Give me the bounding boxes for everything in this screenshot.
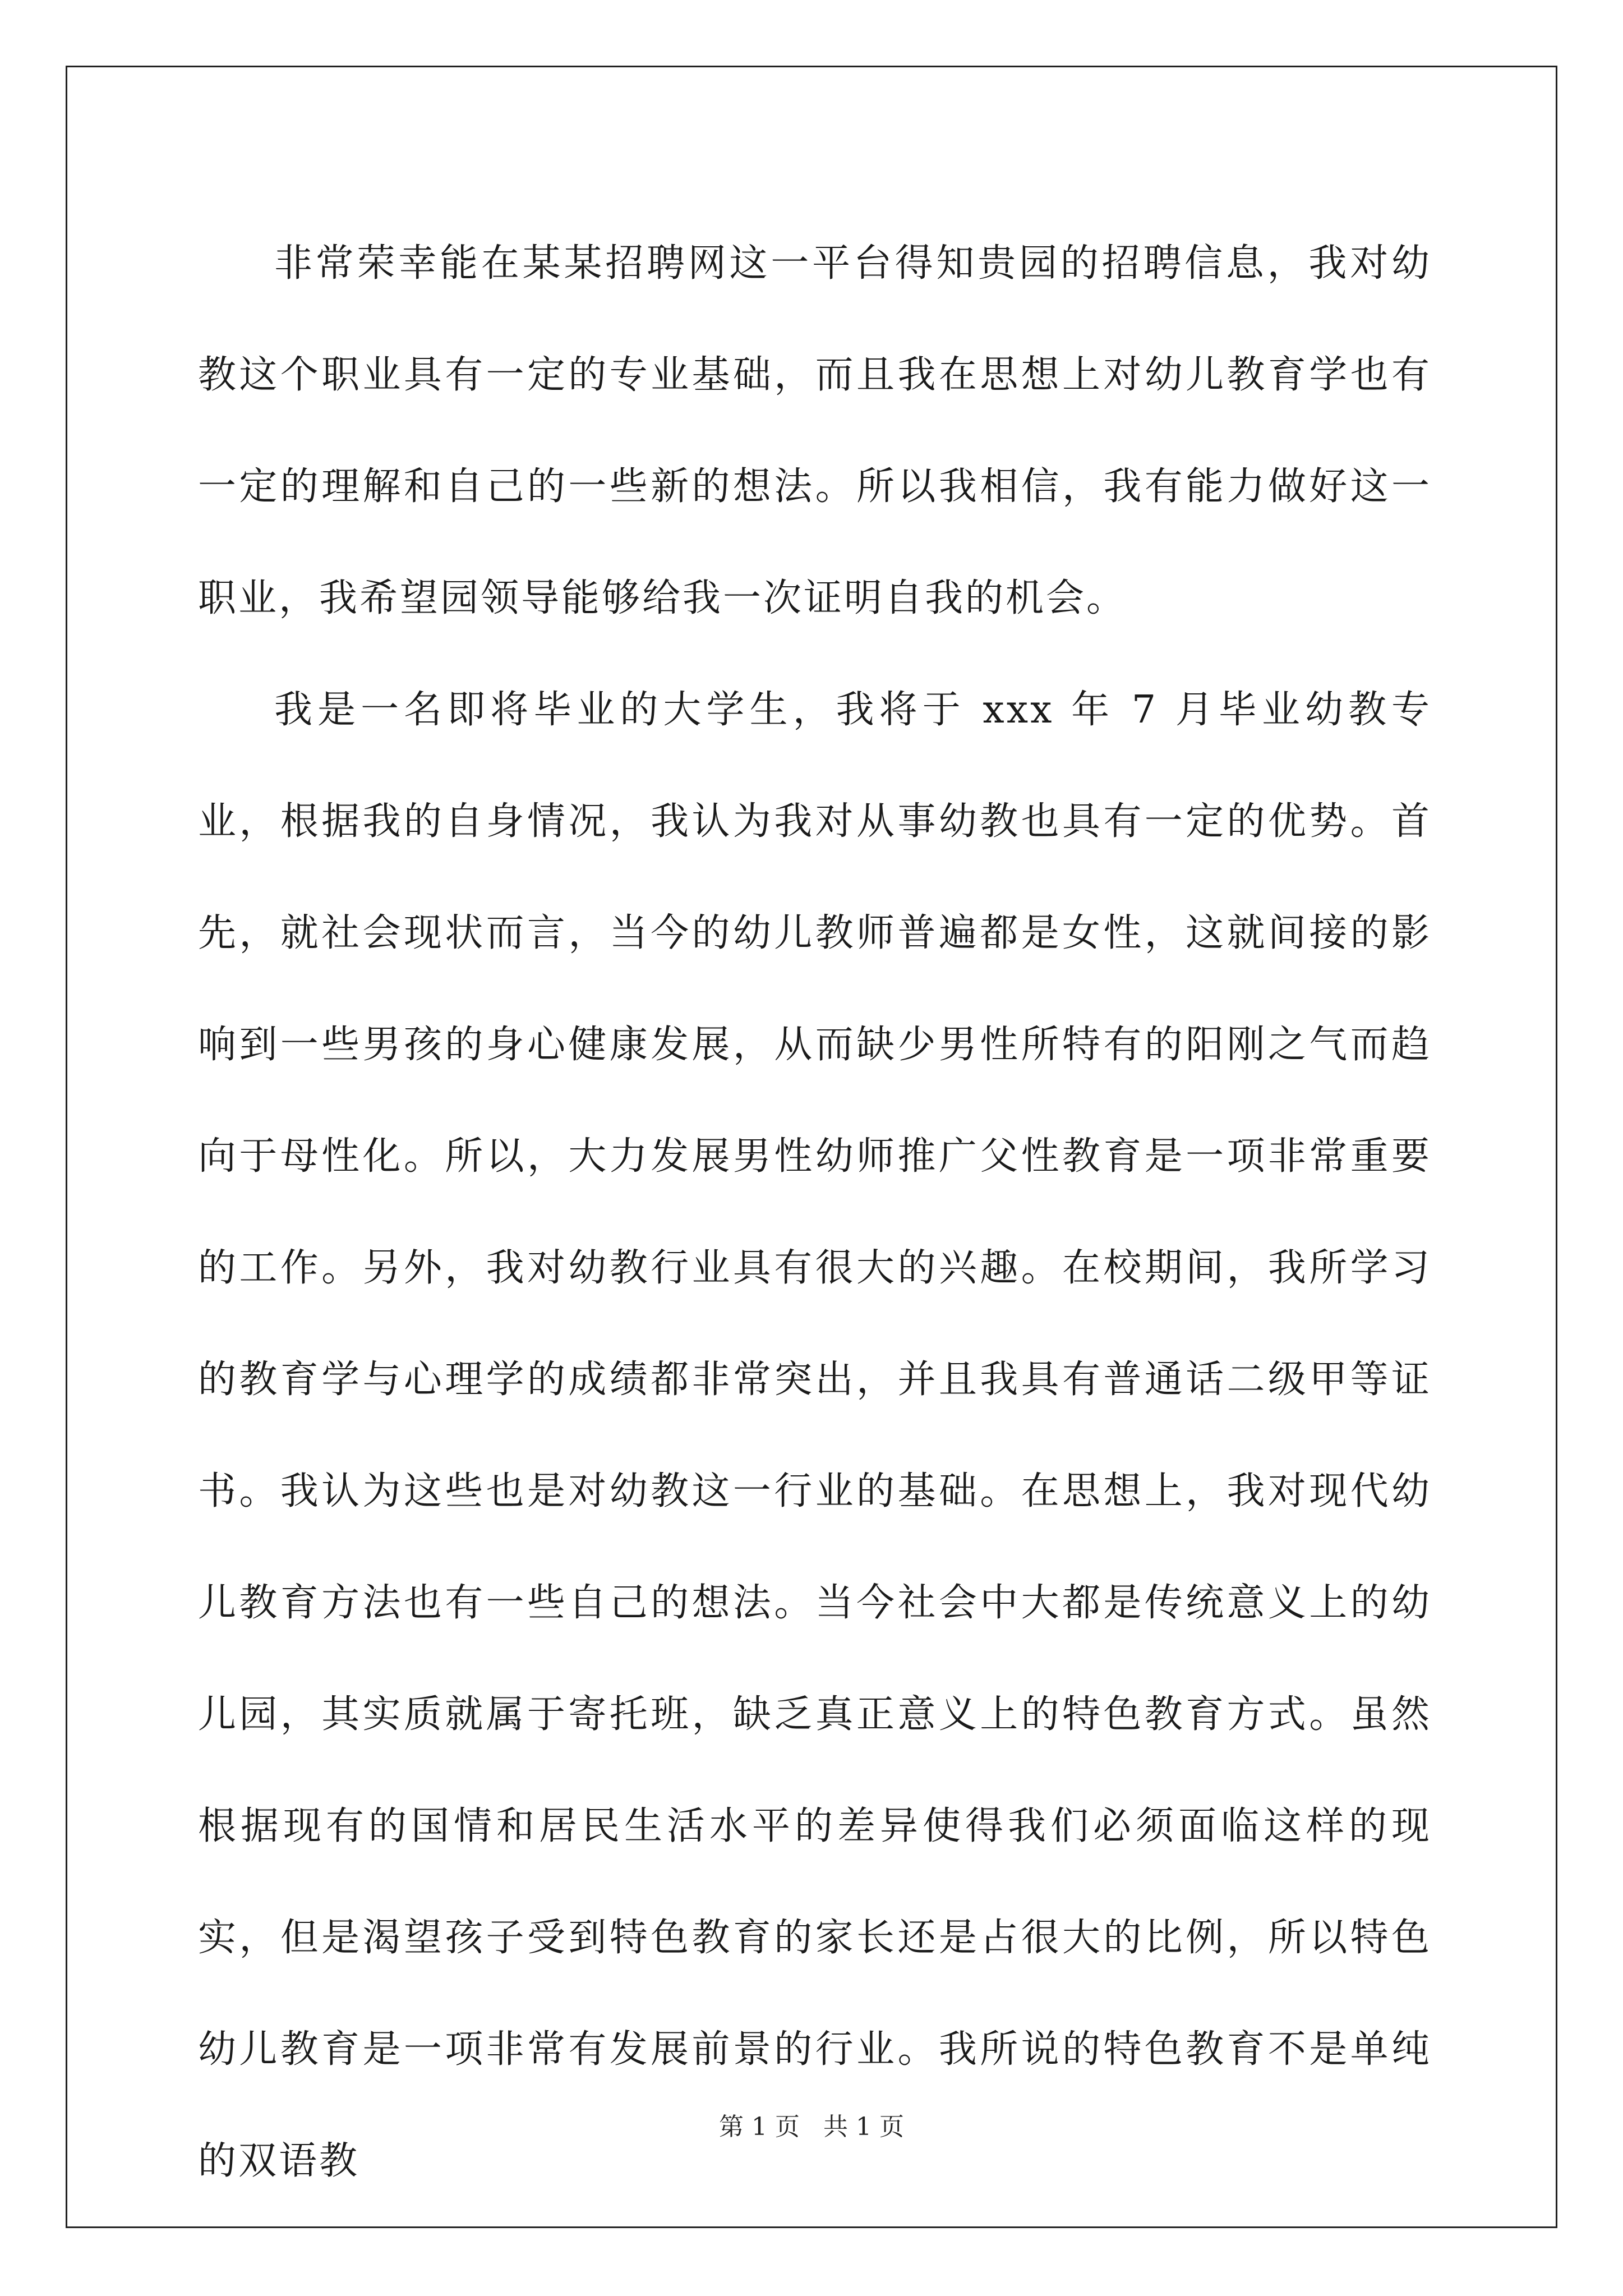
document-body [198, 208, 1432, 2217]
page-footer [0, 2110, 1623, 2144]
paragraph-2: 我是一名即将毕业的大学生，我将于 xxx 年 7 月毕业幼教专业，根据我的自身情况，我认为我对从事幼教也具有一定的优势。首先，就社会现状而言，当今的幼儿教师普遍都是女性，这就间接的影响到一些男孩的身心健康发展，从而缺少男性所特有的阳刚之气而趋向于母性化。所以，大力发展男性幼师推广父性教育是一项非常重要的工作。另外，我对幼教行业具有很大的兴趣。在校期间，我所学习的教育学与心理学的成绩都非常突出，并且我具有普通话二级甲等证书。我认为这些也是对幼教这一行业的基础。在思想上，我对现代幼儿教育方法也有一些自己的想法。当今社会中大都是传统意义上的幼儿园，其实质就属于寄托班，缺乏真正意义上的特色教育方式。虽然根据现有的国情和居民生活水平的差异使得我们必须面临这样的现实，但是渴望孩子受到特色教育的家长还是占很大的比例，所以特色幼儿教育是一项非常有发展前景的行业。我所说的特色教育不是单纯的双语教 [198, 688, 1432, 2183]
paragraph-1: 非常荣幸能在某某招聘网这一平台得知贵园的招聘信息，我对幼教这个职业具有一定的专业基础，而且我在思想上对幼儿教育学也有一定的理解和自己的一些新的想法。所以我相信，我有能力做好这一职业，我希望园领导能够给我一次证明自我的机会。 [198, 241, 1432, 620]
page-number: 第 1 页 共 1 页 [719, 2113, 904, 2141]
